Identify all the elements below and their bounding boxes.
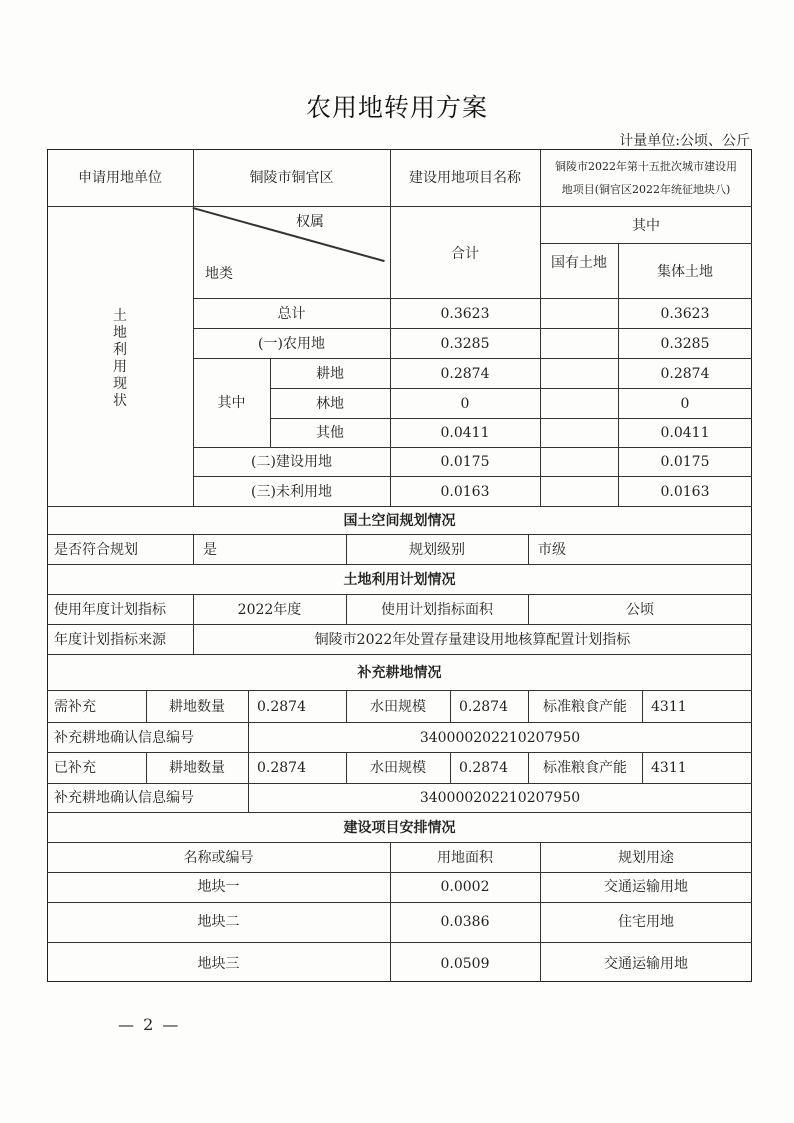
row-other-sum: 0.0411 [440, 425, 490, 441]
rule [193, 358, 752, 359]
rule [540, 243, 752, 244]
project-name-line1: 铜陵市2022年第十五批次城市建设用 [555, 160, 737, 173]
rule [270, 388, 752, 389]
rule [450, 690, 451, 722]
project-row-area: 0.0002 [440, 879, 490, 895]
projects-col-name: 名称或编号 [183, 850, 254, 866]
need-confirm-value: 340000202210207950 [419, 730, 581, 746]
need-qty-value: 0.2874 [257, 699, 306, 715]
project-row-name: 地块一 [197, 879, 240, 895]
ownership-label: 权属 [296, 214, 324, 230]
row-agri-collective: 0.3285 [660, 336, 710, 352]
plan-year-label: 使用年度计划指标 [54, 602, 166, 618]
rule [47, 783, 752, 784]
need-supplement-label: 需补充 [54, 699, 96, 715]
rule [47, 624, 752, 625]
document-title: 农用地转用方案 [305, 93, 488, 122]
project-name-label: 建设用地项目名称 [409, 170, 521, 186]
project-row-name: 地块二 [197, 914, 240, 930]
rule [642, 752, 643, 783]
plan-source-label: 年度计划指标来源 [54, 632, 166, 648]
rule [248, 752, 249, 783]
rule [193, 149, 194, 506]
rule [270, 418, 752, 419]
plan-year-value: 2022年度 [237, 602, 302, 618]
row-total-collective: 0.3623 [660, 306, 710, 322]
projects-col-use: 规划用途 [618, 850, 674, 866]
done-grain-value: 4311 [651, 760, 687, 776]
done-qty-label: 耕地数量 [169, 760, 225, 776]
planning-section-title: 国土空间规划情况 [343, 513, 456, 529]
land-use-status-label [110, 308, 130, 410]
projects-col-area: 用地面积 [437, 850, 493, 866]
rule [47, 564, 752, 565]
row-forest-label: 林地 [316, 396, 344, 412]
measurement-unit: 计量单位:公顷、公斤 [619, 133, 750, 149]
rule [47, 594, 752, 595]
planning-level-value: 市级 [538, 542, 566, 558]
rule [47, 690, 752, 691]
row-agri-label: (一)农用地 [258, 336, 325, 352]
row-unused-label: (三)未利用地 [251, 484, 332, 500]
rule [642, 690, 643, 722]
rule [47, 752, 752, 753]
project-name-line2: 地项目(铜官区2022年统征地块八) [561, 183, 731, 196]
done-confirm-value: 340000202210207950 [419, 790, 581, 806]
rule [193, 298, 752, 299]
row-forest-sum: 0 [460, 396, 470, 412]
done-confirm-label: 补充耕地确认信息编号 [54, 790, 194, 806]
need-confirm-label: 补充耕地确认信息编号 [54, 730, 194, 746]
rule [47, 942, 752, 943]
plan-area-label: 使用计划指标面积 [381, 602, 493, 618]
projects-section-title: 建设项目安排情况 [343, 820, 456, 836]
rule [193, 328, 752, 329]
applicant-value: 铜陵市铜官区 [249, 170, 334, 186]
done-supplement-label: 已补充 [54, 760, 96, 776]
rule [193, 476, 752, 477]
row-other-label: 其他 [316, 425, 344, 441]
land-type-label: 地类 [205, 266, 233, 282]
row-other-collective: 0.0411 [660, 425, 710, 441]
rule [47, 902, 752, 903]
rule [193, 534, 194, 564]
row-unused-collective: 0.0163 [660, 484, 710, 500]
page-number: — 2 — [118, 1015, 181, 1034]
of-which-label: 其中 [632, 218, 660, 234]
plan-source-value: 铜陵市2022年处置存量建设用地核算配置计划指标 [314, 632, 631, 648]
project-row-area: 0.0386 [440, 914, 490, 930]
rule [47, 872, 752, 873]
need-qty-label: 耕地数量 [169, 699, 225, 715]
collective-land-label: 集体土地 [657, 264, 713, 280]
land-use-status-text: 土地利用现状 [113, 308, 127, 409]
row-construction-sum: 0.0175 [440, 454, 490, 470]
rule [47, 654, 752, 655]
project-row-area: 0.0509 [440, 956, 490, 972]
row-arable-sum: 0.2874 [440, 366, 490, 382]
project-row-use: 住宅用地 [618, 914, 674, 930]
rule [47, 506, 752, 507]
planning-conform-value: 是 [203, 542, 217, 558]
row-arable-collective: 0.2874 [660, 366, 710, 382]
rule [248, 690, 249, 722]
rule [47, 206, 752, 207]
row-forest-collective: 0 [680, 396, 690, 412]
project-row-name: 地块三 [197, 956, 240, 972]
plan-area-value: 公顷 [626, 602, 654, 618]
done-paddy-value: 0.2874 [459, 760, 508, 776]
supplement-section-title: 补充耕地情况 [357, 665, 442, 681]
row-total-sum: 0.3623 [440, 306, 490, 322]
row-agri-sum: 0.3285 [440, 336, 490, 352]
rule [47, 812, 752, 813]
row-total-label: 总计 [277, 306, 306, 322]
project-row-use: 交通运输用地 [604, 956, 688, 972]
rule [47, 722, 752, 723]
state-land-label: 国有土地 [551, 255, 607, 271]
row-arable-label: 耕地 [316, 366, 344, 382]
project-row-use: 交通运输用地 [604, 879, 688, 895]
done-grain-label: 标准粮食产能 [543, 760, 627, 776]
rule [47, 842, 752, 843]
row-construction-collective: 0.0175 [660, 454, 710, 470]
need-grain-label: 标准粮食产能 [543, 699, 627, 715]
sub-of-which-label: 其中 [217, 395, 246, 411]
row-unused-sum: 0.0163 [440, 484, 490, 500]
rule [193, 447, 752, 448]
need-paddy-value: 0.2874 [459, 699, 508, 715]
rule [450, 752, 451, 783]
total-column-label: 合计 [451, 246, 479, 262]
applicant-label: 申请用地单位 [78, 170, 162, 186]
row-construction-label: (二)建设用地 [251, 454, 332, 470]
planning-level-label: 规划级别 [409, 542, 465, 558]
done-paddy-label: 水田规模 [370, 760, 426, 776]
need-grain-value: 4311 [651, 699, 687, 715]
rule [528, 534, 529, 564]
need-paddy-label: 水田规模 [370, 699, 426, 715]
planning-conform-label: 是否符合规划 [54, 542, 138, 558]
done-qty-value: 0.2874 [257, 760, 306, 776]
plan-index-section-title: 土地利用计划情况 [343, 572, 456, 588]
rule [47, 534, 752, 535]
rule [540, 149, 541, 506]
